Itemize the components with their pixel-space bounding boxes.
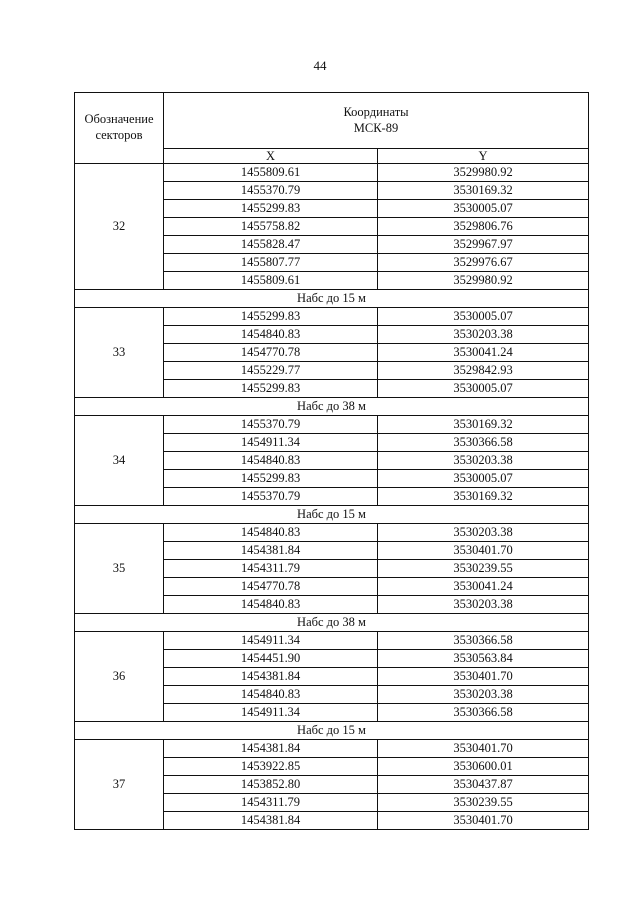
x-coordinate-cell: 1454381.84 xyxy=(164,812,378,830)
y-coordinate-cell: 3530203.38 xyxy=(378,524,589,542)
table-row xyxy=(75,632,589,650)
y-coordinate-cell: 3529976.67 xyxy=(378,254,589,272)
y-coordinate-cell: 3530401.70 xyxy=(378,542,589,560)
sector-id-cell: 34 xyxy=(75,416,164,506)
height-limit-row xyxy=(75,290,589,308)
height-limit-cell: Набс до 15 м xyxy=(75,290,589,308)
table-body xyxy=(75,164,589,830)
y-coordinate-cell: 3530005.07 xyxy=(378,200,589,218)
x-coordinate-cell: 1455807.77 xyxy=(164,254,378,272)
y-coordinate-cell: 3530203.38 xyxy=(378,326,589,344)
y-coordinate-cell: 3530203.38 xyxy=(378,452,589,470)
table-row xyxy=(75,308,589,326)
y-column-header: Y xyxy=(378,149,589,164)
x-coordinate-cell: 1454381.84 xyxy=(164,542,378,560)
sector-id-cell: 32 xyxy=(75,164,164,290)
y-coordinate-cell: 3529980.92 xyxy=(378,164,589,182)
x-coordinate-cell: 1454911.34 xyxy=(164,434,378,452)
y-coordinate-cell: 3530005.07 xyxy=(378,470,589,488)
height-limit-cell: Набс до 38 м xyxy=(75,614,589,632)
sector-id-cell: 35 xyxy=(75,524,164,614)
table-header-row xyxy=(75,93,589,149)
height-limit-row xyxy=(75,506,589,524)
height-limit-cell: Набс до 38 м xyxy=(75,398,589,416)
y-coordinate-cell: 3530366.58 xyxy=(378,434,589,452)
y-coordinate-cell: 3530366.58 xyxy=(378,632,589,650)
y-coordinate-cell: 3530239.55 xyxy=(378,794,589,812)
x-coordinate-cell: 1454311.79 xyxy=(164,560,378,578)
sector-header-line-1: Обозначение xyxy=(84,112,154,127)
x-column-header: X xyxy=(164,149,378,164)
x-coordinate-cell: 1455828.47 xyxy=(164,236,378,254)
y-coordinate-cell: 3530437.87 xyxy=(378,776,589,794)
y-coordinate-cell: 3530600.01 xyxy=(378,758,589,776)
y-coordinate-cell: 3530366.58 xyxy=(378,704,589,722)
coordinates-table xyxy=(74,92,589,830)
y-coordinate-cell: 3530203.38 xyxy=(378,596,589,614)
height-limit-row xyxy=(75,722,589,740)
x-coordinate-cell: 1454840.83 xyxy=(164,686,378,704)
y-coordinate-cell: 3530169.32 xyxy=(378,416,589,434)
sector-id-cell: 37 xyxy=(75,740,164,830)
x-coordinate-cell: 1454311.79 xyxy=(164,794,378,812)
x-coordinate-cell: 1454451.90 xyxy=(164,650,378,668)
sector-id-cell: 36 xyxy=(75,632,164,722)
height-limit-row xyxy=(75,398,589,416)
y-coordinate-cell: 3530401.70 xyxy=(378,668,589,686)
x-coordinate-cell: 1454840.83 xyxy=(164,596,378,614)
height-limit-cell: Набс до 15 м xyxy=(75,722,589,740)
y-coordinate-cell: 3530401.70 xyxy=(378,740,589,758)
x-coordinate-cell: 1453922.85 xyxy=(164,758,378,776)
table-row xyxy=(75,524,589,542)
sector-designation-header xyxy=(75,93,164,164)
y-coordinate-cell: 3530041.24 xyxy=(378,578,589,596)
sector-header-line-2: секторов xyxy=(95,128,143,142)
page-number: 44 xyxy=(313,58,327,73)
y-coordinate-cell: 3530203.38 xyxy=(378,686,589,704)
table-row xyxy=(75,740,589,758)
x-coordinate-cell: 1455809.61 xyxy=(164,272,378,290)
y-coordinate-cell: 3529842.93 xyxy=(378,362,589,380)
table-row xyxy=(75,164,589,182)
x-coordinate-cell: 1455758.82 xyxy=(164,218,378,236)
x-coordinate-cell: 1454840.83 xyxy=(164,524,378,542)
y-coordinate-cell: 3530005.07 xyxy=(378,380,589,398)
y-coordinate-cell: 3530005.07 xyxy=(378,308,589,326)
x-coordinate-cell: 1454381.84 xyxy=(164,668,378,686)
x-coordinate-cell: 1453852.80 xyxy=(164,776,378,794)
x-coordinate-cell: 1455299.83 xyxy=(164,470,378,488)
x-coordinate-cell: 1454840.83 xyxy=(164,326,378,344)
x-coordinate-cell: 1455370.79 xyxy=(164,416,378,434)
y-coordinate-cell: 3530563.84 xyxy=(378,650,589,668)
x-coordinate-cell: 1455809.61 xyxy=(164,164,378,182)
x-coordinate-cell: 1455229.77 xyxy=(164,362,378,380)
coordinates-header-line-2: МСК-89 xyxy=(353,120,399,135)
y-coordinate-cell: 3530041.24 xyxy=(378,344,589,362)
x-coordinate-cell: 1455370.79 xyxy=(164,182,378,200)
x-coordinate-cell: 1455370.79 xyxy=(164,488,378,506)
y-coordinate-cell: 3530401.70 xyxy=(378,812,589,830)
table-row xyxy=(75,416,589,434)
y-coordinate-cell: 3529980.92 xyxy=(378,272,589,290)
y-coordinate-cell: 3529967.97 xyxy=(378,236,589,254)
height-limit-row xyxy=(75,614,589,632)
x-coordinate-cell: 1454911.34 xyxy=(164,704,378,722)
x-coordinate-cell: 1455299.83 xyxy=(164,308,378,326)
height-limit-cell: Набс до 15 м xyxy=(75,506,589,524)
y-coordinate-cell: 3530169.32 xyxy=(378,182,589,200)
x-coordinate-cell: 1454770.78 xyxy=(164,344,378,362)
coordinates-header-line-1: Координаты xyxy=(343,104,409,119)
coordinates-header xyxy=(164,93,589,149)
x-coordinate-cell: 1454840.83 xyxy=(164,452,378,470)
x-coordinate-cell: 1454911.34 xyxy=(164,632,378,650)
x-coordinate-cell: 1455299.83 xyxy=(164,380,378,398)
y-coordinate-cell: 3530169.32 xyxy=(378,488,589,506)
x-coordinate-cell: 1454770.78 xyxy=(164,578,378,596)
sector-id-cell: 33 xyxy=(75,308,164,398)
x-coordinate-cell: 1455299.83 xyxy=(164,200,378,218)
x-coordinate-cell: 1454381.84 xyxy=(164,740,378,758)
y-coordinate-cell: 3530239.55 xyxy=(378,560,589,578)
y-coordinate-cell: 3529806.76 xyxy=(378,218,589,236)
